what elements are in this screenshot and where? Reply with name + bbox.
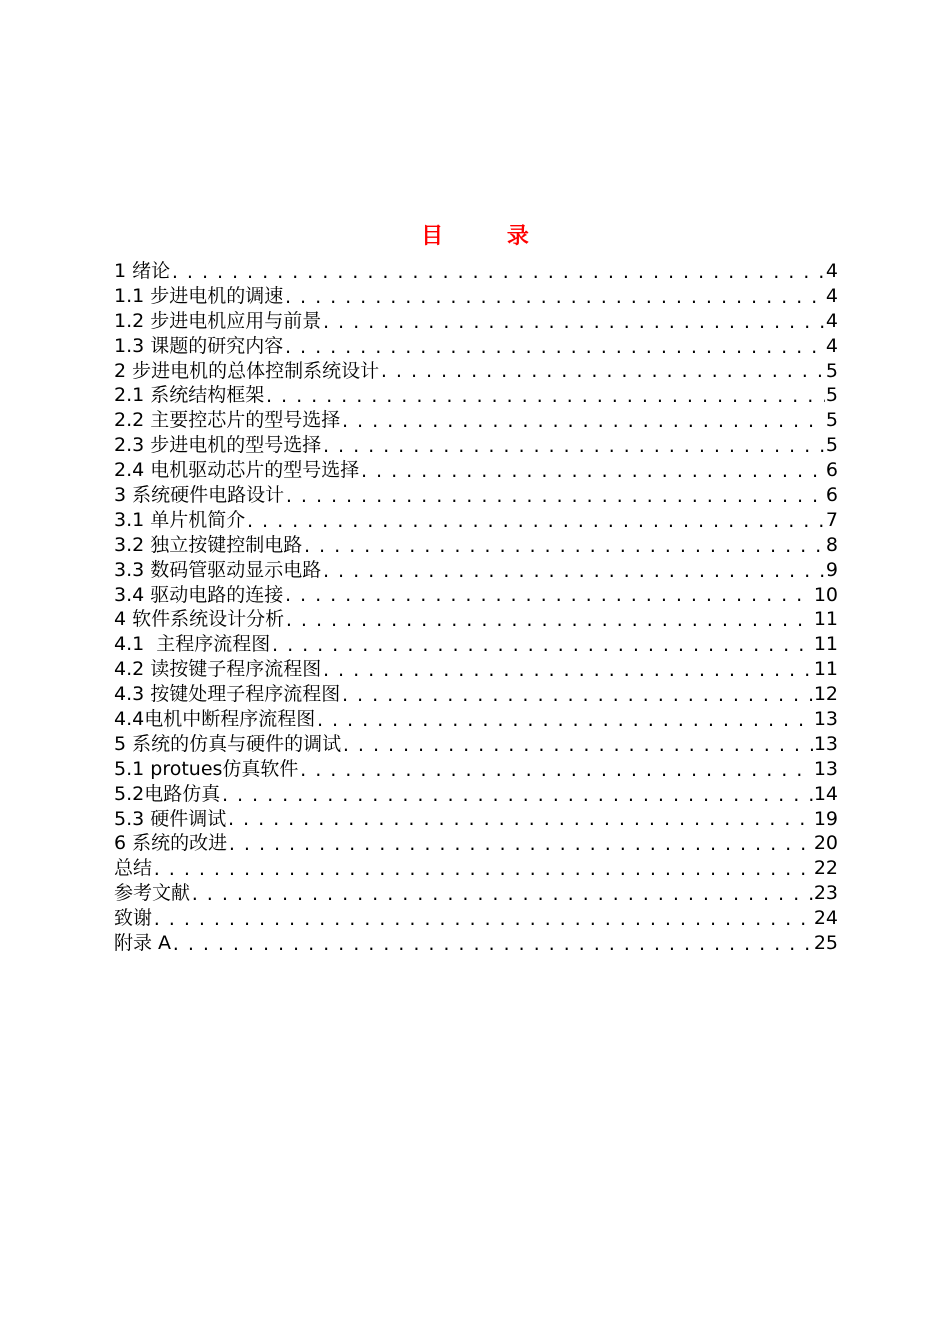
toc-dot-leader <box>315 710 813 732</box>
toc-entry-page: 5 <box>825 359 838 382</box>
toc-dot-leader <box>152 859 813 881</box>
toc-entry[interactable] <box>114 433 838 458</box>
toc-entry-label: 总结 <box>114 857 153 880</box>
toc-dot-leader <box>171 934 813 956</box>
toc-entry-label: 4 软件系统设计分析 <box>114 608 285 631</box>
toc-entry-label: 3.4 驱动电路的连接 <box>114 583 284 606</box>
toc-entry[interactable] <box>114 657 838 682</box>
toc-dot-leader <box>284 610 813 632</box>
toc-dot-leader <box>298 760 812 782</box>
toc-entry-label: 3.1 单片机简介 <box>114 508 246 531</box>
toc-entry[interactable] <box>114 334 838 359</box>
toc-dot-leader <box>226 809 813 831</box>
toc-dot-leader <box>283 585 813 607</box>
toc-entry-page: 11 <box>813 633 838 656</box>
toc-entry-page: 10 <box>813 583 838 606</box>
toc-dot-leader <box>302 536 825 558</box>
toc-entry-label: 1.2 步进电机应用与前景 <box>114 309 322 332</box>
toc-entry-page: 12 <box>813 683 838 706</box>
toc-entry-label: 6 系统的改进 <box>114 832 228 855</box>
toc-entry-page: 14 <box>813 782 838 805</box>
toc-entry[interactable] <box>114 881 838 906</box>
toc-entry-label: 4.2 读按键子程序流程图 <box>114 658 322 681</box>
toc-entry-page: 13 <box>813 708 838 731</box>
toc-entry-page: 4 <box>825 259 838 282</box>
toc-dot-leader <box>359 461 825 483</box>
toc-dot-leader <box>227 834 813 856</box>
toc-entry-page: 5 <box>825 434 838 457</box>
toc-entry[interactable] <box>114 856 838 881</box>
toc-entry-page: 24 <box>813 907 838 930</box>
toc-dot-leader <box>321 436 825 458</box>
toc-dot-leader <box>379 361 825 383</box>
toc-entry[interactable] <box>114 607 838 632</box>
toc-list <box>114 259 838 956</box>
toc-entry-label: 3.2 独立按键控制电路 <box>114 533 303 556</box>
toc-dot-leader <box>321 561 825 583</box>
toc-dot-leader <box>283 287 825 309</box>
toc-entry[interactable] <box>114 558 838 583</box>
toc-entry-page: 5 <box>825 409 838 432</box>
toc-entry-label: 5.3 硬件调试 <box>114 807 227 830</box>
toc-entry-label: 1.1 步进电机的调速 <box>114 284 284 307</box>
toc-entry[interactable] <box>114 408 838 433</box>
toc-entry[interactable] <box>114 533 838 558</box>
toc-entry[interactable] <box>114 757 838 782</box>
toc-entry[interactable] <box>114 632 838 657</box>
toc-entry-label: 4.3 按键处理子程序流程图 <box>114 683 341 706</box>
toc-entry-label: 2.2 主要控芯片的型号选择 <box>114 409 341 432</box>
toc-entry-label: 2.1 系统结构框架 <box>114 384 265 407</box>
toc-entry-label: 4.1 主程序流程图 <box>114 633 271 656</box>
toc-entry-page: 13 <box>813 757 838 780</box>
toc-entry-label: 2.3 步进电机的型号选择 <box>114 434 322 457</box>
toc-entry[interactable] <box>114 259 838 284</box>
toc-entry-page: 11 <box>813 608 838 631</box>
toc-entry-page: 23 <box>813 882 838 905</box>
toc-entry[interactable] <box>114 309 838 334</box>
toc-entry-label: 2.4 电机驱动芯片的型号选择 <box>114 459 360 482</box>
toc-entry[interactable] <box>114 782 838 807</box>
toc-entry-page: 6 <box>825 484 838 506</box>
toc-dot-leader <box>270 635 813 657</box>
toc-entry-page: 20 <box>813 832 838 855</box>
toc-entry-page: 11 <box>813 658 838 681</box>
toc-dot-leader <box>264 386 825 408</box>
toc-entry[interactable] <box>114 682 838 707</box>
toc-dot-leader <box>152 909 813 931</box>
toc-entry-page: 4 <box>825 334 838 357</box>
toc-title: 目 录 <box>421 224 557 249</box>
toc-dot-leader <box>321 312 825 334</box>
toc-entry-page: 9 <box>825 558 838 581</box>
toc-entry-page: 5 <box>825 384 838 407</box>
toc-entry-label: 1.3 课题的研究内容 <box>114 334 284 357</box>
toc-entry[interactable] <box>114 931 838 956</box>
toc-entry[interactable] <box>114 284 838 309</box>
toc-entry-label: 5.2电路仿真 <box>114 782 221 805</box>
toc-dot-leader <box>283 337 825 359</box>
toc-entry-label: 3 系统硬件电路设计 <box>114 484 285 506</box>
toc-dot-leader <box>220 785 813 807</box>
toc-entry-label: 附录 A <box>114 932 172 955</box>
toc-dot-leader <box>170 262 825 284</box>
toc-entry-label: 参考文献 <box>114 882 191 905</box>
toc-entry-label: 致谢 <box>114 907 153 930</box>
toc-entry[interactable] <box>114 906 838 931</box>
toc-entry[interactable] <box>114 483 838 508</box>
toc-entry-label: 2 步进电机的总体控制系统设计 <box>114 359 380 382</box>
toc-entry-page: 25 <box>813 932 838 955</box>
toc-entry-label: 5 系统的仿真与硬件的调试 <box>114 732 342 755</box>
toc-dot-leader <box>340 411 825 433</box>
toc-entry[interactable] <box>114 508 838 533</box>
toc-dot-leader <box>284 486 825 508</box>
toc-entry-label: 3.3 数码管驱动显示电路 <box>114 558 322 581</box>
toc-entry-page: 8 <box>825 533 838 556</box>
toc-entry[interactable] <box>114 383 838 408</box>
toc-entry[interactable] <box>114 831 838 856</box>
toc-entry-page: 19 <box>813 807 838 830</box>
toc-entry[interactable] <box>114 732 838 757</box>
toc-entry[interactable] <box>114 583 838 608</box>
toc-entry-page: 22 <box>813 857 838 880</box>
toc-entry[interactable] <box>114 707 838 732</box>
toc-dot-leader <box>190 884 813 906</box>
toc-entry-page: 13 <box>813 732 838 755</box>
toc-entry-label: 1 绪论 <box>114 259 171 282</box>
toc-entry-label: 5.1 protues仿真软件 <box>114 757 299 780</box>
toc-entry-page: 4 <box>825 309 838 332</box>
toc-entry[interactable] <box>114 458 838 483</box>
toc-entry-label: 4.4电机中断程序流程图 <box>114 708 316 731</box>
toc-entry[interactable] <box>114 807 838 832</box>
toc-dot-leader <box>340 685 813 707</box>
toc-entry-page: 4 <box>825 284 838 307</box>
toc-entry[interactable] <box>114 359 838 384</box>
toc-entry-page: 6 <box>825 459 838 482</box>
toc-dot-leader <box>245 511 825 533</box>
toc-dot-leader <box>321 660 813 682</box>
toc-entry-page: 7 <box>825 508 838 531</box>
toc-dot-leader <box>341 735 813 757</box>
